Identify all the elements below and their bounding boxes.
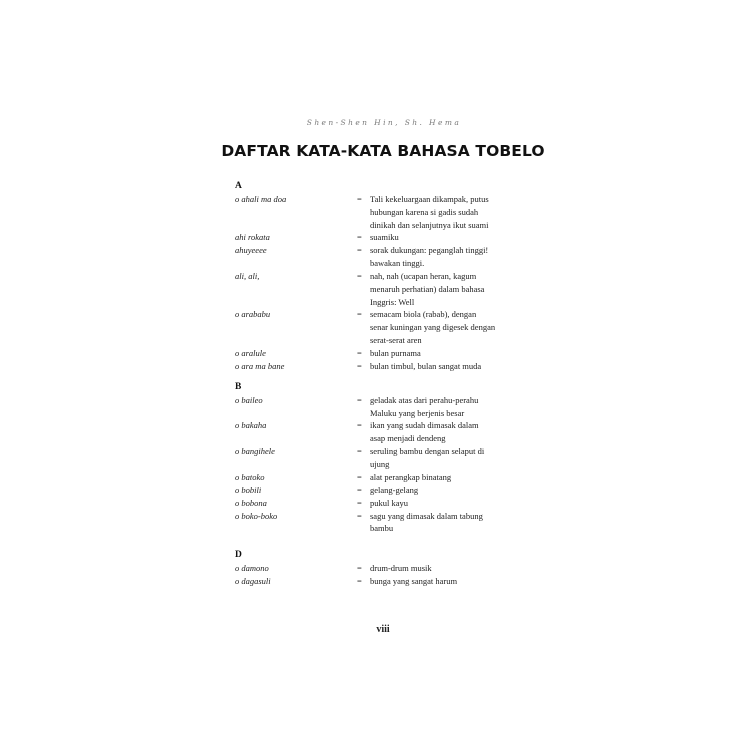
glossary-entry (235, 244, 525, 270)
definition-line: pukul kayu (370, 497, 409, 508)
entry-definition (370, 445, 525, 471)
glossary-section (235, 180, 525, 373)
entry-term: o bangihele (235, 445, 275, 456)
glossary-entry (235, 510, 525, 536)
equals-sign: = (357, 245, 362, 256)
entry-definition (370, 360, 525, 373)
equals-sign: = (357, 563, 362, 574)
glossary-entry (235, 575, 525, 588)
entry-definition (370, 244, 525, 270)
section-letter: A (235, 181, 242, 191)
definition-line: sagu yang dimasak dalam tabung (370, 510, 483, 521)
definition-line: bulan purnama (370, 347, 421, 358)
equals-sign: = (357, 194, 362, 204)
running-head: Shen-Shen Hin, Sh. Hema (306, 118, 462, 127)
equals-sign: = (357, 445, 362, 456)
definition-line: hubungan karena si gadis sudah (370, 206, 479, 217)
glossary-entry (235, 445, 525, 471)
equals-sign: = (357, 576, 362, 587)
entry-term: o batoko (235, 471, 265, 482)
equals-sign: = (357, 484, 362, 495)
glossary-entry (235, 360, 525, 373)
equals-sign: = (357, 394, 362, 405)
equals-sign: = (357, 471, 362, 482)
definition-line: alat perangkap binatang (370, 471, 452, 482)
glossary-entry (235, 484, 525, 497)
entry-definition (370, 193, 525, 231)
entry-definition (370, 394, 525, 420)
equals-sign: = (357, 232, 362, 243)
glossary-entry (235, 231, 525, 244)
definition-line: nah, nah (ucapan heran, kagum (370, 270, 477, 281)
glossary-entry (235, 308, 525, 346)
entry-term: o ara ma bane (235, 360, 285, 371)
definition-line: geladak atas dari perahu-perahu (370, 394, 479, 405)
entry-term: o bobona (235, 497, 267, 508)
entry-definition (370, 484, 525, 497)
page-number: viii (376, 624, 390, 635)
entry-term: o boko-boko (235, 510, 278, 521)
definition-line: serat-serat aren (370, 334, 422, 345)
glossary-entry (235, 394, 525, 420)
glossary-section (235, 549, 525, 588)
definition-line: menaruh perhatian) dalam bahasa (370, 283, 485, 294)
glossary-entry (235, 270, 525, 308)
definition-line: sorak dukungan: peganglah tinggi! (370, 245, 489, 256)
equals-sign: = (357, 270, 362, 281)
entry-term: o ahali ma doa (235, 194, 287, 204)
definition-line: senar kuningan yang digesek dengan (370, 322, 496, 333)
definition-line: Inggris: Well (370, 296, 415, 307)
entry-definition (370, 308, 525, 346)
section-letter: B (235, 381, 242, 392)
entry-definition (370, 575, 525, 588)
glossary-list (235, 180, 525, 596)
equals-sign: = (357, 420, 362, 431)
entry-definition (370, 270, 525, 308)
glossary-entry (235, 497, 525, 510)
entry-definition (370, 471, 525, 484)
glossary-section (235, 381, 525, 535)
definition-line: suamiku (370, 232, 399, 243)
definition-line: dinikah dan selanjutnya ikut suami (370, 219, 489, 230)
definition-line: bulan timbul, bulan sangat muda (370, 360, 482, 371)
definition-line: gelang-gelang (370, 484, 419, 495)
entry-definition (370, 510, 525, 536)
glossary-entry (235, 419, 525, 445)
entry-term: o bakaha (235, 420, 267, 431)
entry-term: o bobili (235, 484, 262, 495)
definition-line: bawakan tinggi. (370, 258, 425, 269)
definition-line: ujung (370, 458, 390, 469)
entry-term: o damono (235, 563, 269, 574)
equals-sign: = (357, 347, 362, 358)
equals-sign: = (357, 510, 362, 521)
glossary-entry (235, 471, 525, 484)
glossary-entry (235, 193, 525, 231)
entry-term: o arababu (235, 309, 271, 320)
equals-sign: = (357, 497, 362, 508)
entry-term: o dagasuli (235, 576, 271, 587)
entry-definition (370, 497, 525, 510)
definition-line: bambu (370, 523, 394, 534)
entry-term: o baileo (235, 394, 263, 405)
definition-line: seruling bambu dengan selaput di (370, 445, 485, 456)
entry-definition (370, 419, 525, 445)
entry-term: ali, ali, (235, 270, 260, 281)
definition-line: ikan yang sudah dimasak dalam (370, 420, 479, 431)
equals-sign: = (357, 360, 362, 371)
definition-line: Tali kekeluargaan dikampak, putus (370, 194, 489, 204)
glossary-entry (235, 562, 525, 575)
entry-definition (370, 231, 525, 244)
definition-line: asap menjadi dendeng (370, 433, 446, 444)
entry-definition (370, 347, 525, 360)
entry-term: ahuyeeee (235, 245, 267, 256)
page-title: DAFTAR KATA-KATA BAHASA TOBELO (221, 142, 545, 160)
definition-line: bunga yang sangat harum (370, 576, 458, 587)
equals-sign: = (357, 309, 362, 320)
definition-line: drum-drum musik (370, 563, 432, 574)
entry-definition (370, 562, 525, 575)
entry-term: o aralule (235, 347, 266, 358)
entry-term: ahi rokata (235, 232, 270, 243)
definition-line: Maluku yang berjenis besar (370, 407, 465, 418)
section-letter: D (235, 550, 242, 561)
glossary-entry (235, 347, 525, 360)
definition-line: semacam biola (rabab), dengan (370, 309, 477, 320)
